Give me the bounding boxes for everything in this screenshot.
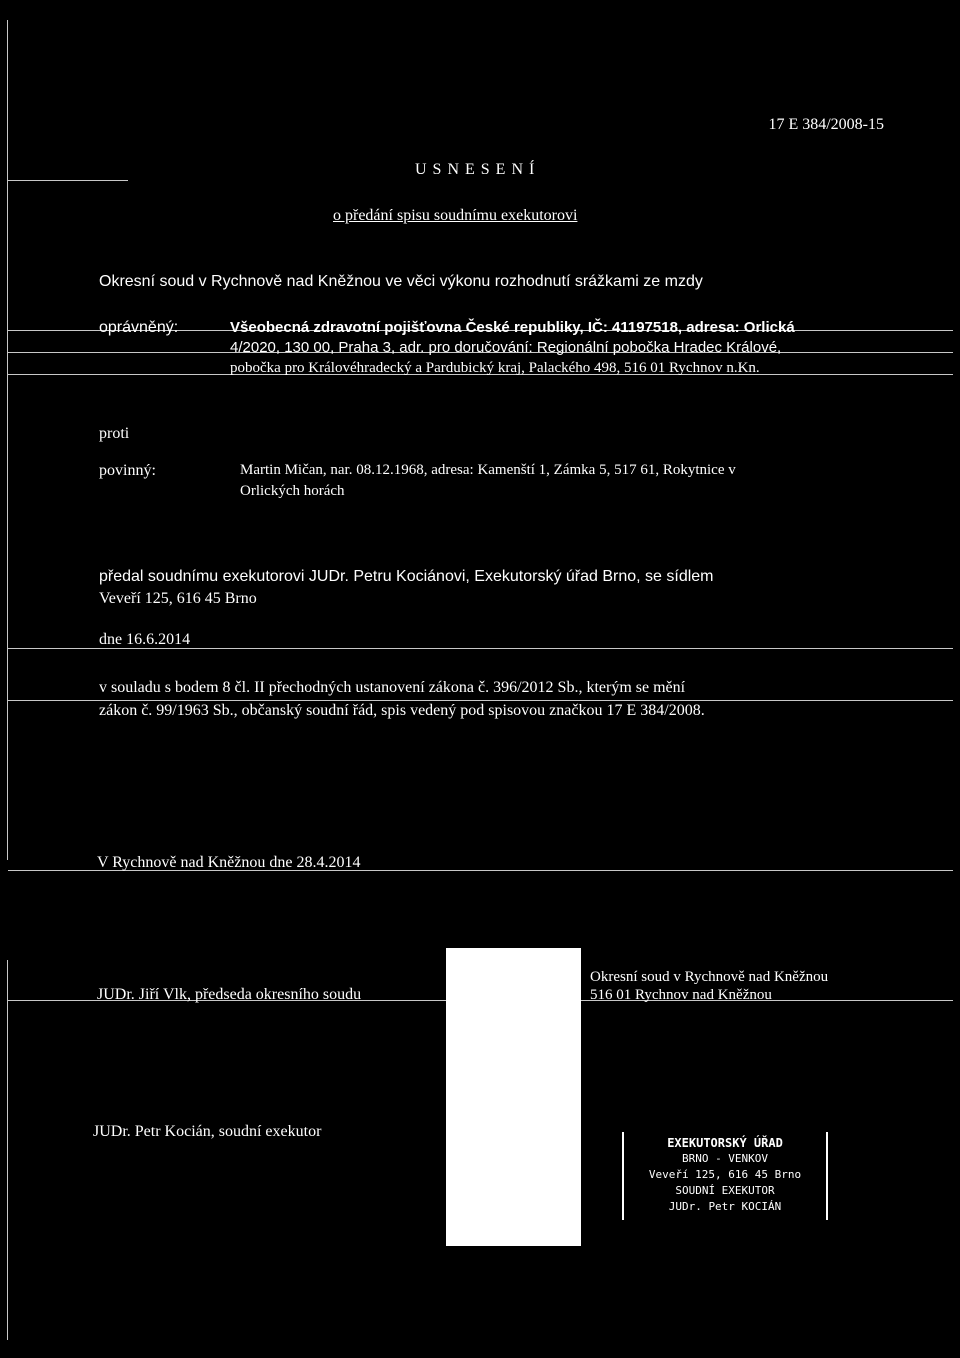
case-number: 17 E 384/2008-15 (768, 116, 884, 133)
stamp-line-3: Veveří 125, 616 45 Brno (648, 1168, 802, 1181)
rule (8, 180, 128, 181)
creditor-line-2: 4/2020, 130 00, Praha 3, adr. pro doručování: Regionální pobočka Hradec Králové, (230, 339, 782, 356)
transfer-line-1: předal soudnímu exekutorovi JUDr. Petru Kociánovi, Exekutorský úřad Brno, se sídlem (99, 568, 714, 585)
debtor-line-2: Orlických horách (240, 483, 345, 499)
legal-line-2: zákon č. 99/1963 Sb., občanský soudní řád, spis vedený pod spisovou značkou 17 E 384/2008. (99, 702, 705, 719)
creditor-label: oprávněný: (99, 319, 179, 336)
creditor-line-3: pobočka pro Královéhradecký a Pardubický kraj, Palackého 498, 516 01 Rychnov n.Kn. (230, 360, 760, 376)
transfer-date: dne 16.6.2014 (99, 631, 191, 648)
stamp-line-1: EXEKUTORSKÝ ÚŘAD (667, 1136, 783, 1150)
stamp-line-5: JUDr. Petr KOCIÁN (668, 1200, 782, 1213)
document-heading: U S N E S E N Í (415, 161, 536, 178)
executor-signature: JUDr. Petr Kocián, soudní exekutor (93, 1123, 322, 1140)
executor-office-stamp (622, 1132, 828, 1220)
stamp-line-4: SOUDNÍ EXEKUTOR (675, 1184, 775, 1197)
document-subtitle: o předání spisu soudnímu exekutorovi (333, 207, 578, 224)
creditor-line-1: Všeobecná zdravotní pojišťovna České republiky, IČ: 41197518, adresa: Orlická (230, 319, 795, 336)
court-stamp-area (446, 948, 581, 1246)
stamp-line-2: BRNO - VENKOV (681, 1152, 769, 1165)
intro-text: Okresní soud v Rychnově nad Kněžnou ve věci výkonu rozhodnutí srážkami ze mzdy (99, 273, 703, 290)
left-margin-line (7, 20, 8, 860)
left-margin-line-lower (7, 960, 8, 1340)
debtor-label: povinný: (99, 462, 156, 479)
transfer-line-2: Veveří 125, 616 45 Brno (99, 590, 257, 607)
judge-signature: JUDr. Jiří Vlk, předseda okresního soudu (97, 986, 362, 1003)
debtor-line-1: Martin Mičan, nar. 08.12.1968, adresa: Kamenští 1, Zámka 5, 517 61, Rokytnice v (240, 462, 736, 478)
court-address-line-1: Okresní soud v Rychnově nad Kněžnou (590, 969, 829, 985)
place-and-date: V Rychnově nad Kněžnou dne 28.4.2014 (97, 854, 361, 871)
against-label: proti (99, 425, 130, 442)
court-address-line-2: 516 01 Rychnov nad Kněžnou (590, 987, 772, 1003)
legal-line-1: v souladu s bodem 8 čl. II přechodných ustanovení zákona č. 396/2012 Sb., kterým se mění (99, 679, 686, 696)
